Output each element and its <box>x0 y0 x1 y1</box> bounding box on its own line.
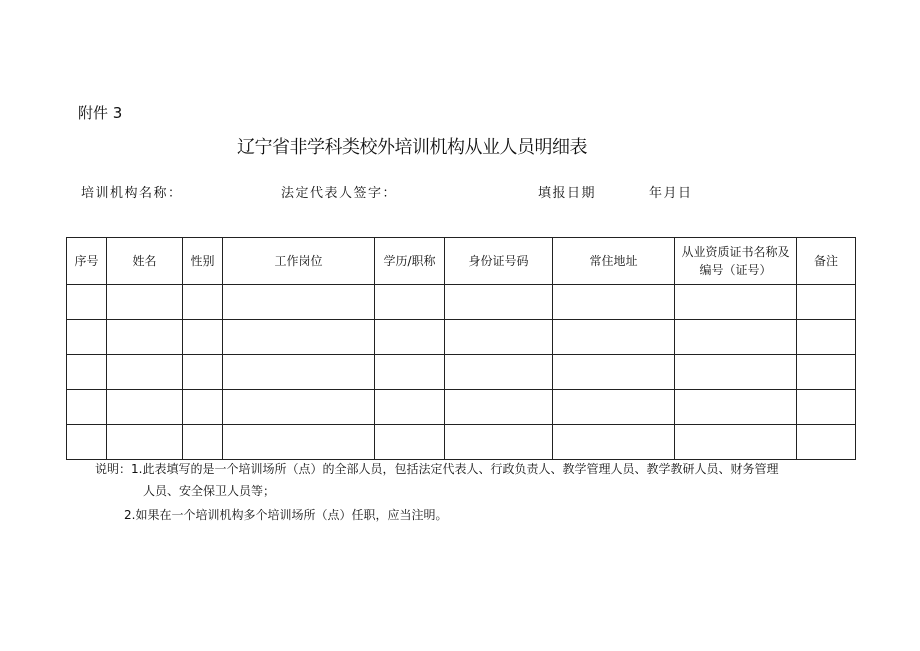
col-header-certificate: 从业资质证书名称及编号（证号） <box>675 238 797 285</box>
table-cell[interactable] <box>223 320 375 355</box>
table-cell[interactable] <box>675 390 797 425</box>
col-header-address: 常住地址 <box>553 238 675 285</box>
table-row <box>67 390 856 425</box>
table-header-row <box>67 238 856 285</box>
table-cell[interactable] <box>375 425 445 460</box>
table-cell[interactable] <box>375 390 445 425</box>
table-cell[interactable] <box>553 285 675 320</box>
table-row <box>67 285 856 320</box>
table-cell[interactable] <box>107 320 183 355</box>
table-cell[interactable] <box>797 355 856 390</box>
table-cell[interactable] <box>183 285 223 320</box>
table-cell[interactable] <box>107 285 183 320</box>
col-header-gender: 性别 <box>183 238 223 285</box>
table-cell[interactable] <box>797 320 856 355</box>
table-cell[interactable] <box>223 285 375 320</box>
note-line-2: 2.如果在一个培训机构多个培训场所（点）任职，应当注明。 <box>124 508 448 522</box>
table-cell[interactable] <box>675 285 797 320</box>
table-cell[interactable] <box>107 425 183 460</box>
table-cell[interactable] <box>797 390 856 425</box>
table-cell[interactable] <box>67 285 107 320</box>
note-line-1: 说明：1.此表填写的是一个培训场所（点）的全部人员，包括法定代表人、行政负责人、教学管理人员、教学教研人员、财务管理 <box>95 462 779 476</box>
table-cell[interactable] <box>67 425 107 460</box>
table-cell[interactable] <box>675 425 797 460</box>
table-row <box>67 320 856 355</box>
table-cell[interactable] <box>183 425 223 460</box>
table-cell[interactable] <box>553 355 675 390</box>
col-header-position: 工作岗位 <box>223 238 375 285</box>
table-cell[interactable] <box>797 425 856 460</box>
legal-rep-sign-label: 法定代表人签字： <box>281 186 398 201</box>
table-cell[interactable] <box>445 390 553 425</box>
table-cell[interactable] <box>675 320 797 355</box>
table-cell[interactable] <box>67 390 107 425</box>
table-cell[interactable] <box>553 390 675 425</box>
staff-detail-table <box>66 237 856 460</box>
table-cell[interactable] <box>797 285 856 320</box>
table-cell[interactable] <box>553 320 675 355</box>
col-header-remarks: 备注 <box>797 238 856 285</box>
table-cell[interactable] <box>223 425 375 460</box>
page-title: 辽宁省非学科类校外培训机构从业人员明细表 <box>237 137 587 158</box>
table-cell[interactable] <box>183 390 223 425</box>
table-row <box>67 355 856 390</box>
table-cell[interactable] <box>553 425 675 460</box>
date-units-label: 年月日 <box>649 186 693 201</box>
table-cell[interactable] <box>67 320 107 355</box>
table-cell[interactable] <box>223 390 375 425</box>
org-name-label: 培训机构名称： <box>81 186 183 201</box>
table-cell[interactable] <box>375 320 445 355</box>
table-cell[interactable] <box>675 355 797 390</box>
table-cell[interactable] <box>375 285 445 320</box>
table-cell[interactable] <box>67 355 107 390</box>
table-row <box>67 425 856 460</box>
table-cell[interactable] <box>183 320 223 355</box>
table-cell[interactable] <box>183 355 223 390</box>
table-cell[interactable] <box>445 355 553 390</box>
table-cell[interactable] <box>375 355 445 390</box>
table-cell[interactable] <box>445 285 553 320</box>
table-cell[interactable] <box>223 355 375 390</box>
attachment-label: 附件 3 <box>78 104 123 122</box>
col-header-name: 姓名 <box>107 238 183 285</box>
fill-date-label: 填报日期 <box>538 186 597 201</box>
table-cell[interactable] <box>445 320 553 355</box>
table-cell[interactable] <box>107 355 183 390</box>
col-header-id-number: 身份证号码 <box>445 238 553 285</box>
col-header-index: 序号 <box>67 238 107 285</box>
note-line-1-continued: 人员、安全保卫人员等； <box>143 484 276 498</box>
table-cell[interactable] <box>445 425 553 460</box>
col-header-education: 学历/职称 <box>375 238 445 285</box>
table-cell[interactable] <box>107 390 183 425</box>
